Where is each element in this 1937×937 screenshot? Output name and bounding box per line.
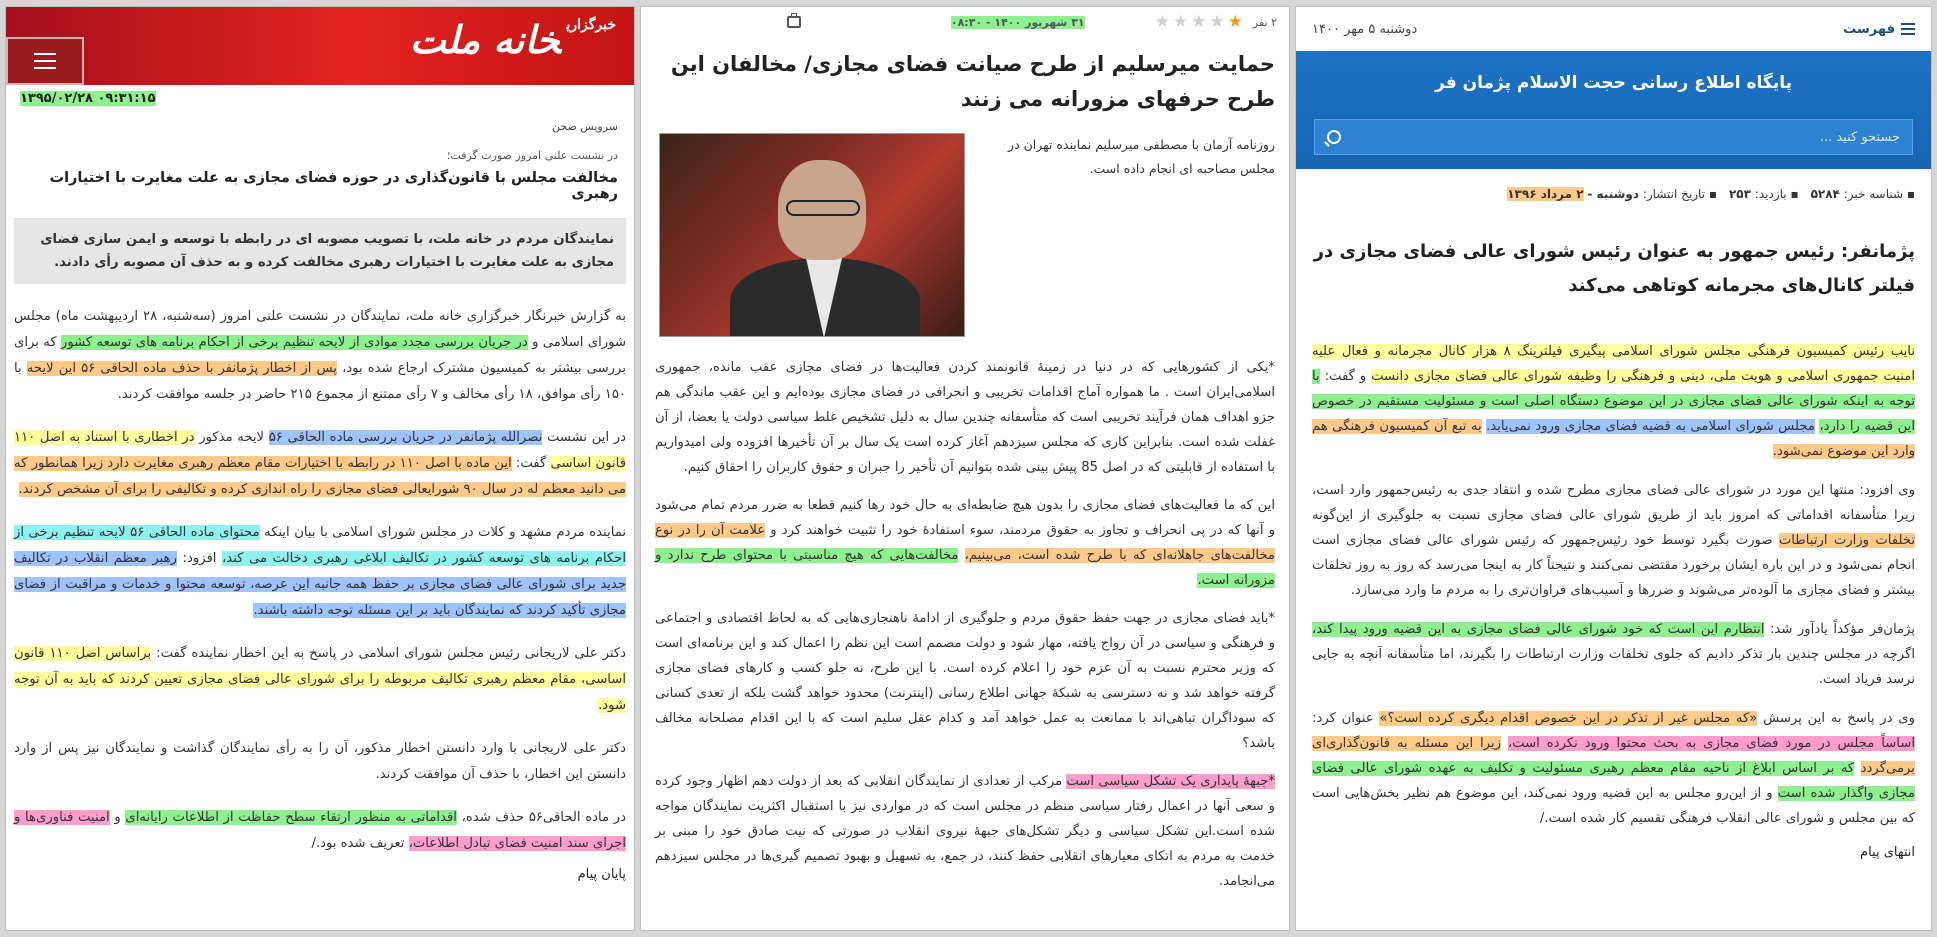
text: عنوان کرد: [1312, 711, 1380, 726]
text: اگرچه در مجلس چندین بار تذکر دادیم که جلوی تخلفات وزارت ارتباطات را بگیرند، اما متأسفانه آنچه به جایی نرسد فریاد است. [1312, 647, 1915, 687]
publish-date-value: ۲ مرداد ۱۳۹۶ [1507, 187, 1584, 201]
supra-title: در نشست علنی امروز صورت گرفت؛ [446, 149, 618, 162]
text: با ۱۵۰ رأی موافق، ۱۸ رأی مخالف و ۷ رأی ممتنع از مجموع ۲۱۵ حاضر در جلسه موافقت کردند. [14, 361, 626, 402]
highlight: علامت آن را در نوع مخالفت‌های جاهلانه‌ای که با طرح شده است، می‌بینیم، [655, 523, 1275, 563]
site-logo[interactable] [410, 17, 616, 62]
text [1501, 736, 1508, 751]
star-icon[interactable]: ★ [1209, 11, 1225, 32]
publish-day: دوشنبه - [1587, 187, 1640, 201]
end-of-message: پایان پیام [577, 867, 626, 882]
text: و [109, 810, 126, 825]
highlight: به تبع آن کمیسیون فرهنگی هم وارد این موضوع نمی‌شود. [1312, 419, 1915, 459]
highlight: اقداماتی به منظور ارتقاء سطح حفاظت از اطلاعات رایانه‌ای [125, 810, 457, 825]
news-meta [1296, 169, 1931, 201]
site-name[interactable]: پایگاه اطلاع رسانی حجت الاسلام پژمان فر [1435, 73, 1792, 93]
current-date: دوشنبه ۵ مهر ۱۴۰۰ [1312, 21, 1418, 37]
paragraph [1312, 339, 1915, 464]
paragraph [14, 425, 626, 503]
views-label: بازدید: [1754, 187, 1787, 201]
search-icon[interactable] [1327, 130, 1341, 144]
text: وی در پاسخ به این پرسش [1757, 711, 1915, 726]
hamburger-icon [1901, 23, 1915, 35]
highlight: نصرالله پژمانفر در جریان بررسی ماده الحاقی ۵۶ [268, 430, 543, 445]
text [1854, 761, 1860, 776]
top-bar [641, 7, 1289, 37]
highlight: زیرا این مسئله به قانون‌گذاری‌ای برمی‌گردد [1312, 736, 1915, 776]
logo-prefix: خبرگزاری [566, 17, 616, 33]
text: و گفت: [1319, 369, 1372, 384]
text: در این نشست [542, 430, 627, 445]
rating-count: ۲ نفر [1252, 15, 1277, 29]
news-id-value: ۵۲۸۴ [1810, 187, 1840, 201]
end-of-message: انتهای پیام [1860, 845, 1915, 860]
text: در ماده الحاقی۵۶ حذف شده، [456, 810, 626, 825]
text: و از این‌رو مجلس به این قضیه ورود نمی‌کند، این موضوع هم نظیر بخش‌هایی است که بین مجلس و شورای عالی انقلاب فرهنگی تقسیم کار شده است./ [1312, 786, 1915, 826]
views-value: ۲۵۳ [1728, 187, 1751, 201]
photo-glasses [786, 200, 860, 216]
logo-name: خانه ملت [409, 17, 561, 62]
news-id-label: شناسه خبر: [1843, 187, 1904, 201]
article-body [641, 355, 1289, 894]
article-lead: روزنامه آرمان با مصطفی میرسلیم نماینده تهران در مجلس مصاحبه ای انجام داده است. [1008, 137, 1275, 176]
paragraph [1312, 706, 1915, 831]
highlight: محتوای ماده الحاقی ۵۶ لایحه تنظیم برخی از احکام برنامه های توسعه کشور در تکالیف ابلاغی رهبری دخالت می کند، [14, 525, 626, 566]
paragraph [14, 805, 626, 857]
text: لایحه مذکور [194, 430, 269, 445]
news-id: ▪ شناسه خبر: ۵۲۸۴ [1810, 187, 1915, 201]
text: گفت: [511, 456, 551, 471]
highlight: در اخطاری با استناد به اصل ۱۱۰ قانون اساسی [14, 430, 627, 471]
views: ▪ بازدید: ۲۵۳ [1728, 187, 1799, 201]
site-banner [6, 7, 634, 85]
highlight: رهبر معظم انقلاب در تکالیف جدید برای شورای عالی فضای مجازی بر حفظ همه جانبه این عرصه، توسعه محتوا و خدمات و مراقبت از فضای مجازی تأکید کردند که نمایندگان باید بر این مسئله توجه داشته باشند. [14, 551, 626, 618]
hamburger-icon [34, 53, 56, 69]
menu-label: فهرست [1843, 21, 1895, 37]
star-icon[interactable]: ★ [1154, 11, 1170, 32]
text: صورت بگیرد توسط خود رئیس‌جمهور که رئیس شورای عالی فضای مجازی است انجام نمی‌شود و در این باره ایشان برخورد مقتضی نمی‌کنند و نتیجتاً کار به اینجا می‌رسد که روز به روز تخلفات بیشتر و فضای مجازی ما آلوده‌تر می‌شوند و ضررها و آسیب‌های فراوان‌تری را به مردم ما وارد می‌سازد. [1312, 533, 1915, 598]
datetime-value: ۱۳۹۵/۰۲/۲۸ ۰۹:۳۱:۱۵ [20, 91, 156, 106]
highlight: با توجه به اینکه شورای عالی فضای مجازی در این موضوع دستگاه اصلی است و مسئولیت مستقیم در خصوص این قضیه را دارد، [1312, 369, 1915, 434]
text: افزود: [176, 551, 223, 566]
article-panel-mirsalim [640, 6, 1290, 931]
paragraph: *یکی از کشورهایی که در دنیا در زمینهٔ قانونمند کردن فعالیت‌ها در فضای مجازی عقب مانده، جمهوری اسلامی‌ایران است . ما همواره آماج اقدامات تخریبی و انحرافی در فضای مجازی بوده‌ایم و این عقب ماندگی هم جزو اهداف همان فرآیند تخریبی است که متأسفانه چندین سال به دلیل تشخیص غلط سیاسی دولت یا بعضا، از آن غفلت شده است. بنابراین کاری که مجلس سیزدهم آغاز کرده است یک سال بر آن تأخیرها افزوده ولی امیدواریم با استفاده از قابلیتی که در اصل 85 پیش بینی شده بتوانیم آن تأخیر را جبران و حقوق کاربران را احقاق کنیم. [655, 360, 1275, 475]
lead-section [641, 117, 1289, 337]
highlight: این ماده با اصل ۱۱۰ در رابطه با اختیارات مقام معظم رهبری مغایرت دارد زیرا همانطور که می دانید معظم له در سال ۹۰ شورایعالی فضای مجازی را راه اندازی کرده و تکالیفی را برای آن مشخص کردند. [14, 456, 626, 497]
star-icon[interactable]: ★ [1191, 11, 1207, 32]
text: که برای بررسی بیشتر به کمیسیون مشترک ارجاع شده بود، [14, 335, 626, 376]
paragraph [14, 641, 626, 719]
highlight: که بر اساس ابلاغ از ناحیه مقام معظم رهبری مسئولیت و تکلیف به عهده شورای عالی فضای مجازی واگذار شده است [1312, 761, 1916, 801]
text: به گزارش خبرنگار خبرگزاری خانه ملت، نمایندگان در نشست علنی امروز (سه‌شنبه، ۲۸ اردیبهشت ماه) مجلس شورای اسلامی و [14, 309, 626, 350]
text: مرکب از تعدادی از نمایندگان انقلابی که بعد از دولت دهم اظهار وجود کرده و سعی آنها در اعمال رفتار سیاسی منظم در مجلس است که در مواردی نیز با استقبال اکثریت نمایندگان مواجه شده است.این تشکل سیاسی و دیگر تشکل‌های جبههٔ نیروی انقلاب در صورتی که نیت صادق خود را مبنی بر خدمت به مردم به اتکای معیارهای انقلابی حفظ کنند، در جمع، به تسهیل و بهبود تصمیم گیری‌ها در مجلس سیزدهم می‌انجامد. [655, 774, 1275, 889]
search-input[interactable] [1349, 130, 1900, 145]
publish-datetime: ۳۱ شهریور ۱۴۰۰ - ۰۸:۳۰ [950, 15, 1085, 29]
publish-label: تاریخ انتشار: [1642, 187, 1706, 201]
highlight: مخالفت‌هایی که هیچ مناسبتی با محتوای طرح ندارد و مزورانه است. [655, 548, 1275, 588]
highlight: اساساً مجلس در مورد فضای مجازی به بحث محتوا ورود نکرده است، [1507, 736, 1915, 751]
text: نماینده مردم مشهد و کلات در مجلس شورای اسلامی با بیان اینکه [259, 525, 627, 540]
print-icon[interactable] [787, 16, 801, 28]
paragraph [1312, 478, 1915, 603]
paragraph [655, 493, 1275, 593]
article-title: پژمانفر: رئیس جمهور به عنوان رئیس شورای عالی فضای مجازی در فیلتر کانال‌های مجرمانه کوتاهی می‌کند [1313, 241, 1915, 296]
article-title: مخالفت مجلس با قانون‌گذاری در حوزه فضای مجازی به علت مغایرت با اختیارات رهبری [49, 170, 618, 202]
highlight: مجلس شورای اسلامی به قضیه فضای مجازی ورود نمی‌یابد. [1486, 419, 1815, 434]
menu-button[interactable] [6, 37, 84, 85]
paragraph: دکتر علی لاریجانی با وارد دانستن اخطار مذکور، آن را به رأی نمایندگان گذاشت و نمایندگان نیز پس از وارد دانستن این اخطار، با حذف آن موافقت کردند. [14, 741, 626, 782]
article-title: حمایت میرسلیم از طرح صیانت فضای مجازی/ مخالفان این طرح حرفهای مزورانه می زنند [670, 52, 1275, 111]
paragraph [14, 520, 626, 624]
text: پژمان‌فر مؤکداً یادآور شد: [1764, 622, 1915, 637]
article-lead: نمایندگان مردم در خانه ملت، با تصویب مصوبه ای در رابطه با توسعه و ایمن سازی فضای مجازی به علت مغایرت با اختیارات رهبری مخالفت کرده و به حذف آن مصوبه رأی دادند. [14, 218, 626, 284]
paragraph [14, 304, 626, 408]
highlight: انتظارم این است که خود شورای عالی فضای مجازی به این قضیه ورود پیدا کند، [1312, 622, 1765, 637]
rating-stars[interactable] [1154, 11, 1243, 32]
article-photo [659, 133, 965, 337]
highlight: نایب رئیس کمیسیون فرهنگی مجلس شورای اسلامی پیگیری فیلترینگ ۸ هزار کانال مجرمانه و فعال علیه امنیت جمهوری اسلامی و هویت ملی، دینی و فرهنگی را وظیفه شورای عالی فضای مجازی دانست [1312, 344, 1915, 384]
text: وی افزود: منتها این مورد در شورای عالی فضای مجازی مطرح شده و انتقاد جدی به رئیس‌جمهور وارد است، زیرا متأسفانه اقداماتی که امروز باید از طریق شورای عالی فضای مجازی نسبت به جلوگیری از این‌گونه [1312, 483, 1915, 523]
highlight: پس از اخطار پژمانفر با حذف ماده الحاقی ۵۶ این لایحه [26, 361, 337, 376]
publish-datetime [6, 85, 634, 106]
search-box [1314, 119, 1913, 155]
text [958, 548, 964, 563]
menu-button[interactable] [1843, 22, 1915, 37]
highlight: در جریان بررسی مجدد موادی از لایحه تنظیم برخی از احکام برنامه های توسعه کشور [60, 335, 528, 350]
site-banner [1296, 51, 1931, 169]
highlight: امنیت فناوری‌ها و اجرای سند امنیت فضای تبادل اطلاعات، [14, 810, 626, 851]
article-panel-khane-mellat [5, 6, 635, 931]
article-body [6, 304, 634, 857]
highlight: تخلفات وزارت ارتباطات [1778, 533, 1915, 548]
paragraph: *باید فضای مجازی در جهت حفظ حقوق مردم و جلوگیری از ادامهٔ ناهنجاری‌هایی که به لحاظ اقتصادی و اجتماعی و فرهنگی و سیاسی در آن رواج یافته، مهار شود و دولت مصمم است این نظم را اعمال کند و این برنامه‌ای است که وزیر محترم نسبت به آن عزم خود را اعلام کرده است. با این طرح، نه جلو کسب و کارهای فضای مجازی گرفته خواهد شد و نه دسترسی به شبکهٔ جهانی اطلاع رسانی (اینترنت) محدود خواهد گشت بلکه از تعدی کسانی که سوداگران تباهی‌اند با ممانعت به عمل خواهد آمد و کدام عقل سلیم است که با این اقدام مصلحانه مخالف باشد؟ [655, 611, 1275, 751]
star-icon[interactable]: ★ [1172, 11, 1189, 32]
article-body [1296, 339, 1931, 831]
publish-date: ▪ تاریخ انتشار: دوشنبه - ۲ مرداد ۱۳۹۶ [1507, 187, 1717, 201]
article-panel-pejmanfar [1295, 6, 1932, 931]
text: دکتر علی لاریجانی رئیس مجلس شورای اسلامی در پاسخ به این اخطار نماینده گفت: [151, 646, 626, 661]
text: تعریف شده بود./ [311, 836, 409, 851]
highlight: براساس اصل ۱۱۰ قانون اساسی، مقام معظم رهبری تکالیف مربوطه را برای شورای عالی فضای مجازی تعیین کردند که باید به آن توجه شود. [14, 646, 626, 713]
text: این که ما فعالیت‌های فضای مجازی را بدون هیچ ضابطه‌ای به حال خود رها کنیم قطعا به ضرر مردم تمام می‌شود و آنها که در پی انحراف و تجاوز به حقوق مردمند، سوء استفادهٔ خود را تثبیت خواهند کرد و [655, 498, 1275, 538]
service-label: سرویس صحن [552, 120, 618, 133]
star-icon[interactable]: ★ [1227, 11, 1243, 32]
highlight: «که مجلس غیر از تذکر در این خصوص اقدام دیگری کرده است؟» [1379, 711, 1758, 726]
paragraph [1312, 617, 1915, 692]
paragraph [655, 769, 1275, 894]
highlight: *جبههٔ پایداری یک تشکل سیاسی است [1066, 774, 1275, 789]
top-bar [1296, 7, 1931, 51]
